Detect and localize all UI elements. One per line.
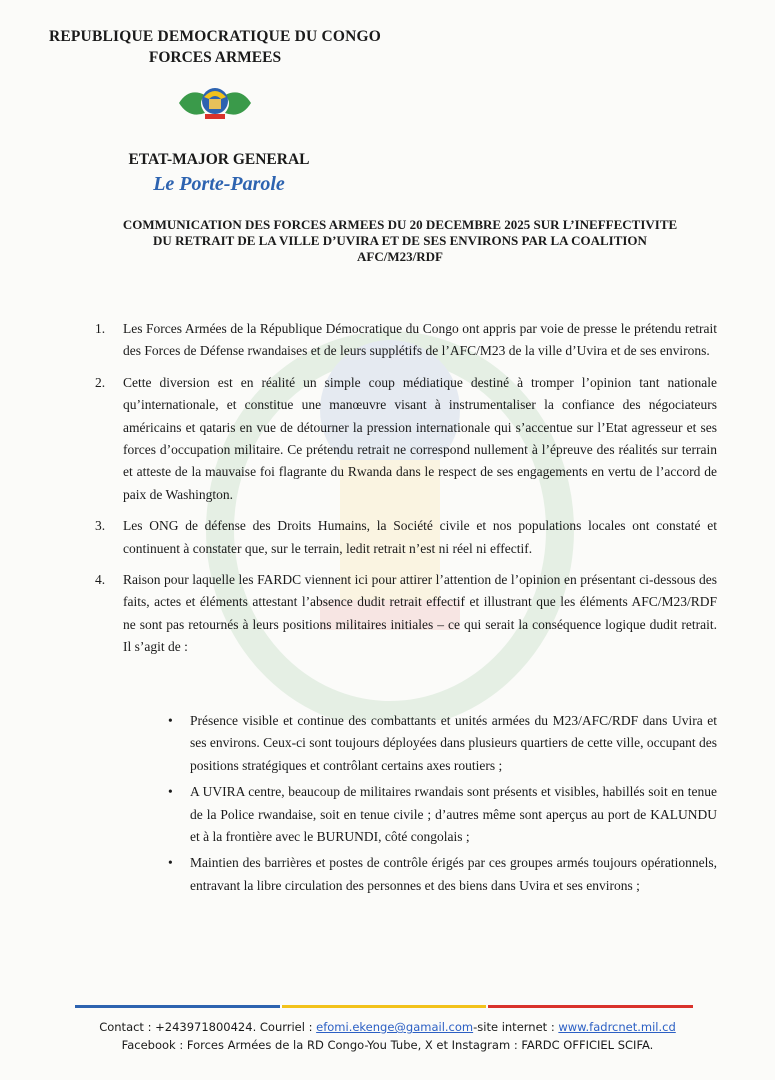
item-text: Raison pour laquelle les FARDC viennent ici pour attirer l’attention de l’opinion en présentant ci-dessous des faits, actes et éléments attestant l’absence dudit retrait effectif et illustrant que les éléments AFC/M23/RDF ne sont pas retournés à leurs positions militaires initiales – ce qui serait la conséquence logique dudit retrait. Il s’agit de : xyxy=(123,572,717,655)
item-number: 4. xyxy=(95,572,106,588)
list-item xyxy=(95,372,717,506)
footer-social-line: Facebook : Forces Armées de la RD Congo-You Tube, X et Instagram : FARDC OFFICIEL SCIFA. xyxy=(121,1038,654,1052)
divider-yellow xyxy=(282,1005,487,1008)
title-line: COMMUNICATION DES FORCES ARMEES DU 20 DECEMBRE 2025 SUR L’INEFFECTIVITE xyxy=(122,217,678,232)
divider-blue xyxy=(75,1005,280,1008)
contact-label: Contact : +243971800424. Courriel : xyxy=(99,1020,317,1034)
item-number: 3. xyxy=(95,518,106,534)
bullet-icon: • xyxy=(168,713,173,728)
bullet-item xyxy=(95,710,717,777)
footer-contact-line xyxy=(0,1018,775,1036)
title-line: DU RETRAIT DE LA VILLE D’UVIRA ET DE SES ENVIRONS PAR LA COALITION xyxy=(153,233,647,248)
title-line: AFC/M23/RDF xyxy=(357,249,443,264)
armed-forces-emblem-icon xyxy=(175,81,255,125)
website-link[interactable]: www.fadrcnet.mil.cd xyxy=(558,1020,676,1034)
email-link[interactable]: efomi.ekenge@gamail.com xyxy=(316,1020,474,1034)
communication-title xyxy=(60,217,740,265)
bullet-text: Présence visible et continue des combattants et unités armées du M23/AFC/RDF dans Uvira et ses environs. Ceux-ci sont toujours déployées dans plusieurs quartiers de cette ville, occupant des positions stratégiques et contrôlant certains axes routiers ; xyxy=(190,713,717,773)
item-text: Les ONG de défense des Droits Humains, la Société civile et nos populations locales ont constaté et continuent à constater que, sur le terrain, ledit retrait n’est ni réel ni effectif. xyxy=(123,518,717,556)
list-item xyxy=(95,569,717,659)
bullet-icon: • xyxy=(168,855,173,871)
list-item xyxy=(95,318,717,363)
bullet-item xyxy=(95,781,717,848)
staff-heading: ETAT-MAJOR GENERAL xyxy=(128,151,310,168)
bullet-icon: • xyxy=(168,784,173,800)
numbered-list xyxy=(95,318,717,668)
divider-red xyxy=(488,1005,693,1008)
bullet-text: Maintien des barrières et postes de contrôle érigés par ces groupes armés toujours opérationnels, entravant la libre circulation des personnes et des biens dans Uvira et ses environs ; xyxy=(190,855,717,893)
footer xyxy=(0,1018,775,1054)
item-number: 2. xyxy=(95,374,106,390)
item-text: Les Forces Armées de la République Démocratique du Congo ont appris par voie de presse le prétendu retrait des Forces de Défense rwandaises et de leurs supplétifs de l’AFC/M23 de la ville d’Uvira et de ses environs. xyxy=(123,321,717,359)
bullet-text: A UVIRA centre, beaucoup de militaires rwandais sont présents et visibles, habillés soit en tenue de la Police rwandaise, soit en tenue civile ; d’autres même sont aperçus au port de KALUNDU et à la frontière avec le BURUNDI, côté congolais ; xyxy=(190,784,717,845)
letterhead xyxy=(0,28,430,196)
item-number: 1. xyxy=(95,321,106,336)
flag-color-divider xyxy=(75,1005,695,1009)
bullet-item xyxy=(95,852,717,897)
spokesperson-heading: Le Porte-Parole xyxy=(153,173,285,195)
item-text: Cette diversion est en réalité un simple coup médiatique destiné à tromper l’opinion tant nationale qu’internationale, et constitue une manœuvre visant à instrumentaliser la confiance des négociateurs américains et qataris en vue de détourner la pression internationale qui s’accentue sur l’Etat agresseur et ses forces d’occupation militaire. Ce prétendu retrait ne correspond nullement à l’épreuve des réalités sur terrain et atteste de la mauvaise foi flagrante du Rwanda dans le respect de ses engagements en vertu de l’accord de paix de Washington. xyxy=(123,374,717,502)
site-label: -site internet : xyxy=(473,1020,559,1034)
country-name: REPUBLIQUE DEMOCRATIQUE DU CONGO xyxy=(48,28,382,45)
list-item xyxy=(95,515,717,560)
institution-name: FORCES ARMEES xyxy=(148,49,282,66)
bullet-list xyxy=(95,710,717,901)
